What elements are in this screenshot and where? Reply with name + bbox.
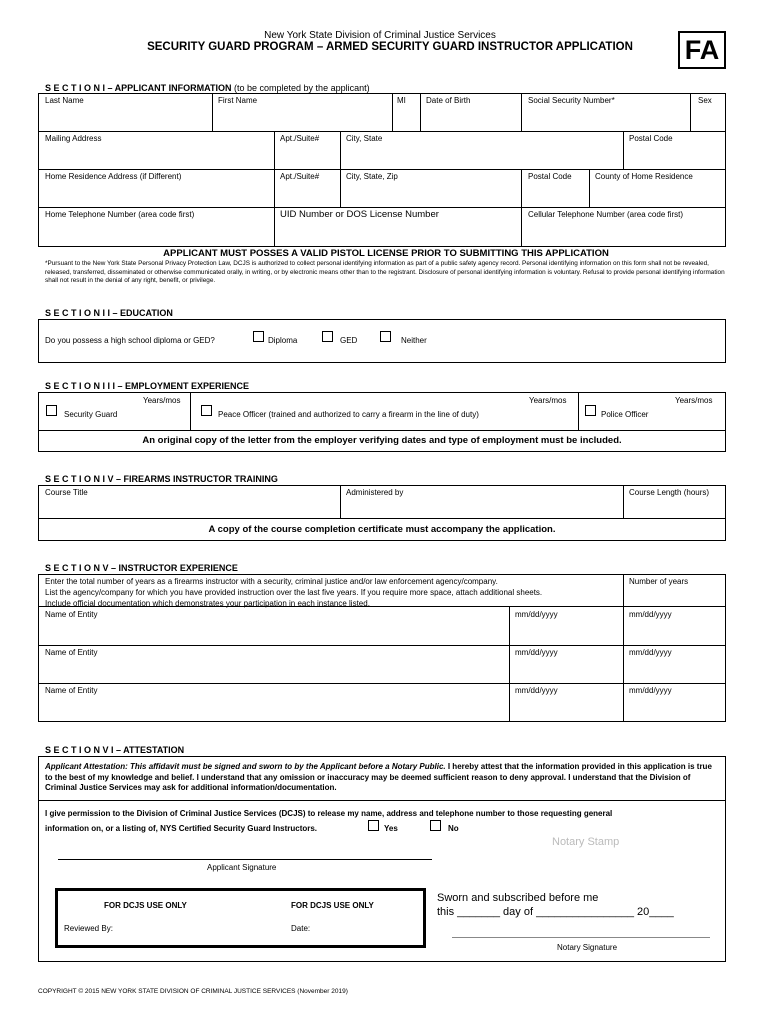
first-name-field[interactable]: First Name <box>218 96 258 105</box>
pistol-license-notice: APPLICANT MUST POSSES A VALID PISTOL LICENSE PRIOR TO SUBMITTING THIS APPLICATION <box>163 248 609 259</box>
mailing-address-field[interactable]: Mailing Address <box>45 134 102 143</box>
home-telephone-field[interactable]: Home Telephone Number (area code first) <box>45 210 195 219</box>
diploma-checkbox[interactable] <box>253 331 264 342</box>
applicant-signature-label: Applicant Signature <box>207 863 277 872</box>
notary-signature-label: Notary Signature <box>557 943 618 952</box>
date-of-birth-field[interactable]: Date of Birth <box>426 96 471 105</box>
security-guard-checkbox[interactable] <box>46 405 57 416</box>
entity-start-date-2[interactable]: mm/dd/yyyy <box>515 648 558 657</box>
dcjs-date-field[interactable]: Date: <box>291 924 311 933</box>
permission-yes-label: Yes <box>384 824 398 833</box>
entity-name-field-3[interactable]: Name of Entity <box>45 686 98 695</box>
permission-line-1: I give permission to the Division of Criminal Justice Services (DCJS) to release my name, address and telephone number to those requesting general <box>45 809 613 818</box>
permission-yes-checkbox[interactable] <box>368 820 379 831</box>
permission-line-2: information on, or a listing of, NYS Certified Security Guard Instructors. <box>45 824 318 833</box>
mailing-apt-field[interactable]: Apt./Suite# <box>280 134 320 143</box>
section-1-box <box>38 93 726 247</box>
course-length-field[interactable]: Course Length (hours) <box>629 488 710 497</box>
section-5-heading: S E C T I O N V – INSTRUCTOR EXPERIENCE <box>45 563 238 573</box>
number-of-years-field[interactable]: Number of years <box>629 577 689 586</box>
sworn-line-2[interactable]: this _______ day of ________________ 20____ <box>437 906 674 918</box>
cell-telephone-field[interactable]: Cellular Telephone Number (area code first) <box>528 210 684 219</box>
section-4-heading: S E C T I O N I V – FIREARMS INSTRUCTOR TRAINING <box>45 474 278 484</box>
section-3-heading: S E C T I O N I I I – EMPLOYMENT EXPERIENCE <box>45 381 250 391</box>
police-officer-label: Police Officer <box>601 410 649 419</box>
permission-no-label: No <box>448 824 459 833</box>
neither-checkbox[interactable] <box>380 331 391 342</box>
home-postal-code-field[interactable]: Postal Code <box>528 172 572 181</box>
entity-end-date-3[interactable]: mm/dd/yyyy <box>629 686 672 695</box>
police-officer-checkbox[interactable] <box>585 405 596 416</box>
entity-name-field-1[interactable]: Name of Entity <box>45 610 98 619</box>
entity-name-field-2[interactable]: Name of Entity <box>45 648 98 657</box>
ged-checkbox[interactable] <box>322 331 333 342</box>
course-certificate-notice: A copy of the course completion certificate must accompany the application. <box>208 524 556 535</box>
entity-start-date-1[interactable]: mm/dd/yyyy <box>515 610 558 619</box>
section-1-heading <box>45 83 370 93</box>
home-apt-field[interactable]: Apt./Suite# <box>280 172 320 181</box>
attestation-body: I hereby attest that the information provided in this application is true to the best of my knowledge and belief. I understand that any omission or inaccuracy may be deemed sufficient reason to deny approval. I understand that the Division of Criminal Justice Services may ask for additional information/documentation. <box>45 762 712 792</box>
permission-no-checkbox[interactable] <box>430 820 441 831</box>
notary-stamp-area: Notary Stamp <box>552 836 620 848</box>
instructor-instructions-2: List the agency/company for which you have provided instruction over the last five years. If you require more space, attach additional sheets. <box>45 588 543 597</box>
mailing-postal-code-field[interactable]: Postal Code <box>629 134 673 143</box>
sex-field[interactable]: Sex <box>698 96 712 105</box>
applicant-signature-line[interactable] <box>58 859 432 860</box>
mailing-city-state-field[interactable]: City, State <box>346 134 383 143</box>
last-name-field[interactable]: Last Name <box>45 96 84 105</box>
diploma-question: Do you possess a high school diploma or GED? <box>45 336 215 345</box>
dcjs-use-label-2: FOR DCJS USE ONLY <box>291 901 374 910</box>
copyright-footer: COPYRIGHT © 2015 NEW YORK STATE DIVISION OF CRIMINAL JUSTICE SERVICES (November 2019) <box>38 988 348 995</box>
county-field[interactable]: County of Home Residence <box>595 172 693 181</box>
notary-signature-line[interactable] <box>452 937 710 938</box>
form-code-badge: FA <box>678 31 726 69</box>
agency-name: New York State Division of Criminal Justice Services <box>264 30 496 41</box>
peace-officer-checkbox[interactable] <box>201 405 212 416</box>
course-title-field[interactable]: Course Title <box>45 488 88 497</box>
form-title: SECURITY GUARD PROGRAM – ARMED SECURITY GUARD INSTRUCTOR APPLICATION <box>147 41 633 53</box>
uid-number-field[interactable]: UID Number or DOS License Number <box>280 209 439 220</box>
home-city-state-zip-field[interactable]: City, State, Zip <box>346 172 398 181</box>
neither-label: Neither <box>401 336 427 345</box>
reviewed-by-field[interactable]: Reviewed By: <box>64 924 113 933</box>
security-guard-label: Security Guard <box>64 410 118 419</box>
sworn-line-1: Sworn and subscribed before me <box>437 892 599 904</box>
diploma-label: Diploma <box>268 336 298 345</box>
dcjs-use-box <box>55 888 426 948</box>
peace-officer-label: Peace Officer (trained and authorized to carry a firearm in the line of duty) <box>218 410 479 419</box>
attestation-italic: Applicant Attestation: This affidavit must be signed and sworn to by the Applicant before a Notary Public. <box>45 762 446 771</box>
instructor-instructions-3: Include official documentation which demonstrates your participation in each instance listed. <box>45 599 370 608</box>
employment-letter-notice: An original copy of the letter from the employer verifying dates and type of employment must be included. <box>142 435 622 446</box>
ssn-field[interactable]: Social Security Number* <box>528 96 615 105</box>
middle-initial-field[interactable]: MI <box>397 96 406 105</box>
attestation-text <box>45 762 717 794</box>
entity-start-date-3[interactable]: mm/dd/yyyy <box>515 686 558 695</box>
instructor-instructions-1: Enter the total number of years as a firearms instructor with a security, criminal justice and/or law enforcement agency/company. <box>45 577 498 586</box>
home-address-field[interactable]: Home Residence Address (if Different) <box>45 172 182 181</box>
privacy-notice: *Pursuant to the New York State Personal Privacy Protection Law, DCJS is authorized to collect personal identifying information as part of a public safety agency record. Personal identifying information on this form shall not be revealed, released, transferred, disseminated or otherwise communicated orally, in writing, or by electronic means other than to the registrant. Disclosure of personal identifying information is voluntary. Refusal to provide personal identifying information shall not result in the denial of any right, benefit, or privilege. <box>45 260 725 285</box>
section-2-heading: S E C T I O N I I – EDUCATION <box>45 308 173 318</box>
peace-officer-years-label: Years/mos <box>529 396 567 405</box>
ged-label: GED <box>340 336 358 345</box>
section-6-heading: S E C T I O N V I – ATTESTATION <box>45 745 185 755</box>
entity-end-date-2[interactable]: mm/dd/yyyy <box>629 648 672 657</box>
police-officer-years-label: Years/mos <box>675 396 713 405</box>
entity-end-date-1[interactable]: mm/dd/yyyy <box>629 610 672 619</box>
security-guard-years-label: Years/mos <box>143 396 181 405</box>
section-1-heading-note: (to be completed by the applicant) <box>231 83 370 93</box>
dcjs-use-label-1: FOR DCJS USE ONLY <box>104 901 187 910</box>
administered-by-field[interactable]: Administered by <box>346 488 404 497</box>
section-1-heading-main: S E C T I O N I – APPLICANT INFORMATION <box>45 83 232 93</box>
